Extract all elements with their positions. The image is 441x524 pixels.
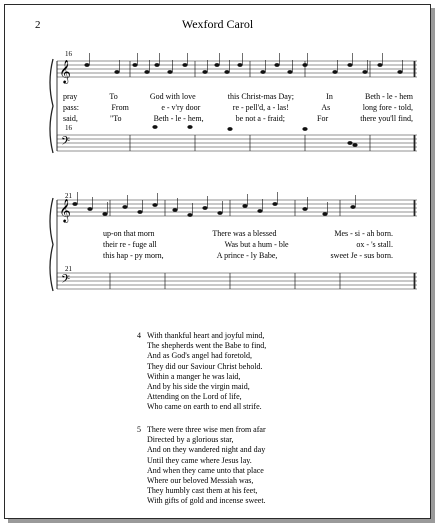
- measure-number-system2-bass: 21: [65, 265, 72, 273]
- verse-line: With thankful heart and joyful mind,: [147, 331, 265, 340]
- note-head: [347, 63, 352, 67]
- verse-line: Where our beloved Messiah was,: [147, 476, 254, 486]
- note-head: [102, 212, 107, 216]
- note-head: [72, 202, 77, 206]
- lyric: Beth - le - hem,: [153, 114, 204, 123]
- note-head: [114, 70, 119, 74]
- verse-line: And on they wandered night and day: [147, 445, 266, 455]
- note-head: [167, 70, 172, 74]
- bass-note-head: [227, 127, 232, 131]
- lyric: this hap - py morn,: [103, 251, 164, 260]
- lyric: sweet Je - sus born.: [330, 251, 393, 260]
- lyrics-system1-line3: [63, 114, 413, 123]
- note-head: [332, 70, 337, 74]
- note-head: [377, 63, 382, 67]
- note-head: [242, 204, 247, 208]
- note-head: [257, 209, 262, 213]
- verse-line: There were three wise men from afar: [147, 425, 266, 434]
- verse-line: And by his side the virgin maid,: [147, 382, 250, 392]
- note-head: [84, 63, 89, 67]
- verse-line: With gifts of gold and incense sweet.: [147, 496, 266, 506]
- verse-line: And when they came unto that place: [147, 465, 264, 475]
- sheet-music-page: [4, 4, 431, 519]
- note-head: [154, 63, 159, 67]
- verse-line: They did our Saviour Christ behold.: [147, 361, 263, 371]
- lyric: pray: [63, 92, 78, 101]
- lyric: said,: [63, 114, 78, 123]
- note-head: [237, 63, 242, 67]
- lyric: From: [111, 103, 129, 112]
- note-head: [172, 208, 177, 212]
- treble-clef-icon: 𝄞: [59, 198, 71, 222]
- note-head: [272, 202, 277, 206]
- verse-5: [137, 425, 266, 507]
- note-head: [397, 70, 402, 74]
- note-head: [322, 212, 327, 216]
- page-title: Wexford Carol: [181, 17, 254, 31]
- system2-brace: [50, 198, 53, 291]
- verse-line: Directed by a glorious star,: [147, 435, 234, 445]
- note-head: [132, 63, 137, 67]
- lyric: re - pell'd, a - las!: [232, 103, 289, 112]
- lyric: pass:: [63, 103, 79, 112]
- measure-number-system1-bass: 16: [65, 124, 72, 132]
- lyric: up-on that morn: [103, 229, 155, 238]
- verse-line: Until they came where Jesus lay.: [147, 455, 252, 465]
- note-head: [187, 213, 192, 217]
- note-head: [182, 63, 187, 67]
- treble-clef-icon: 𝄞: [59, 59, 71, 83]
- verse-line: They humbly cast them at his feet,: [147, 486, 258, 496]
- lyric: ox - 's stall.: [356, 240, 393, 249]
- page-number: 2: [35, 19, 41, 31]
- bass-clef-icon: 𝄢: [61, 273, 71, 289]
- lyric: There was a blessed: [212, 229, 277, 238]
- lyric: e - v'ry door: [161, 103, 201, 112]
- note-head: [287, 70, 292, 74]
- bass-note-head: [152, 125, 157, 129]
- note-head: [214, 63, 219, 67]
- note-head: [302, 207, 307, 211]
- measure-number-system1: 16: [65, 50, 72, 58]
- note-head: [260, 70, 265, 74]
- verse-line: Within a manger he was laid,: [147, 371, 241, 381]
- verse-4: [137, 331, 267, 413]
- lyrics-system2-line3: [103, 251, 393, 260]
- lyric: long fore - told,: [362, 103, 413, 112]
- note-head: [362, 70, 367, 74]
- verse-number: 5: [137, 425, 141, 434]
- verse-line: The shepherds went the Babe to find,: [147, 341, 267, 351]
- note-head: [137, 210, 142, 214]
- lyric: As: [321, 103, 331, 112]
- verse-line: And as God's angel had foretold,: [147, 351, 252, 361]
- measure-number-system2: 21: [65, 192, 72, 200]
- bass-note-head: [302, 127, 307, 131]
- lyric: Mes - si - ah born.: [334, 229, 393, 238]
- note-head: [302, 63, 307, 67]
- note-head: [224, 70, 229, 74]
- lyric: this Christ-mas Day;: [227, 92, 295, 101]
- lyrics-system2-line1: [103, 229, 393, 238]
- lyrics-system1-line1: [63, 92, 413, 101]
- lyric: God with love: [149, 92, 196, 101]
- lyrics-system1-line2: [63, 103, 413, 112]
- lyrics-system2-line2: [103, 240, 393, 249]
- lyric: Was but a hum - ble: [224, 240, 289, 249]
- lyric: To: [109, 92, 118, 101]
- lyric: Beth - le - hem: [365, 92, 413, 101]
- verse-number: 4: [137, 331, 141, 340]
- note-head: [202, 206, 207, 210]
- note-head: [152, 203, 157, 207]
- note-head: [87, 207, 92, 211]
- bass-note-head: [187, 125, 192, 129]
- lyric: For: [317, 114, 329, 123]
- note-head: [217, 211, 222, 215]
- verse-line: Who came on earth to end all strife.: [147, 402, 262, 412]
- bass-note-head: [352, 143, 357, 147]
- note-head: [122, 205, 127, 209]
- system1-brace: [50, 59, 53, 153]
- note-head: [350, 205, 355, 209]
- note-head: [202, 70, 207, 74]
- bass-clef-icon: 𝄢: [61, 135, 71, 151]
- note-head: [274, 63, 279, 67]
- lyric: there you'll find,: [360, 114, 413, 123]
- verse-line: Attending on the Lord of life,: [147, 392, 242, 402]
- lyric: In: [326, 92, 333, 101]
- bass-note-head: [347, 141, 352, 145]
- note-head: [144, 70, 149, 74]
- lyric: be not a - fraid;: [235, 114, 285, 123]
- lyric: their re - fuge all: [103, 240, 157, 249]
- lyric: A prince - ly Babe,: [216, 251, 278, 260]
- lyric: "To: [109, 114, 122, 123]
